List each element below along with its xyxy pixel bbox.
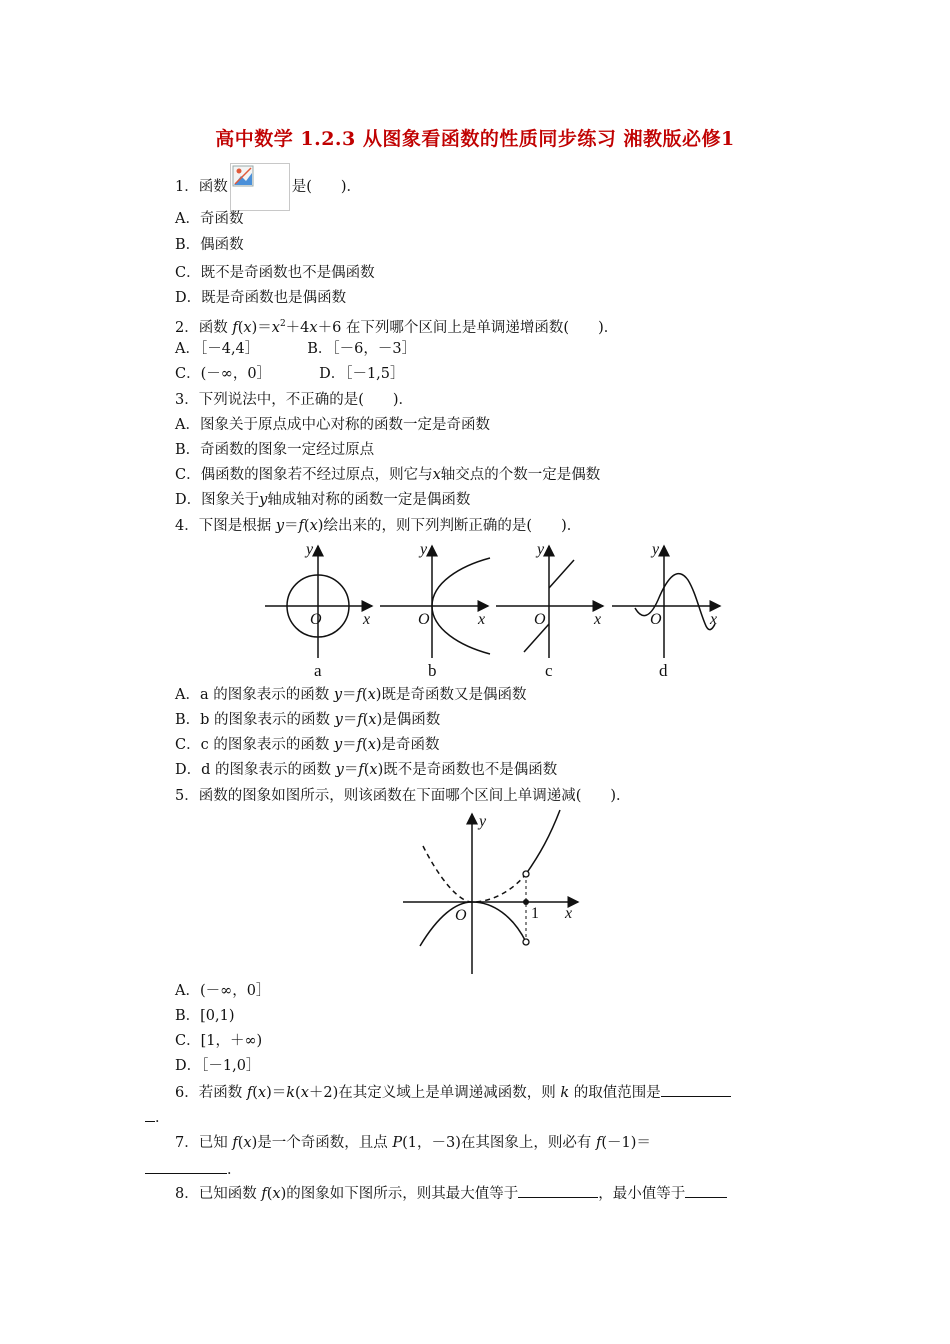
- q5-tick-one: 1: [531, 905, 539, 922]
- q4-text: (: [362, 712, 369, 728]
- q2-var: x: [309, 319, 318, 336]
- q5-dashed-parabola: [423, 846, 526, 902]
- q4-var: y: [333, 687, 343, 703]
- q6-stem: [175, 1082, 731, 1103]
- q2-option-a: A．［－4,4］: [175, 341, 260, 357]
- q5-upward-curve: [526, 810, 560, 874]
- q5-closed-point: [523, 899, 529, 905]
- q4-var: f: [356, 687, 362, 703]
- graph-c-lower-line: [524, 624, 549, 652]
- q5-open-point-top: [523, 871, 529, 877]
- q2-options-row2: [175, 364, 405, 384]
- q5-option-a: A．(－∞，0］: [175, 983, 271, 999]
- q3-text: C．偶函数的图象若不经过原点，则它与: [175, 467, 433, 483]
- q4-text: )绘出来的，则下列判断正确的是( )．: [317, 518, 582, 534]
- graph-c-y-label: y: [537, 541, 545, 558]
- graph-d-caption: d: [659, 661, 668, 680]
- q4-option-d: [175, 760, 557, 780]
- q8-text: ，最小值等于: [598, 1186, 686, 1202]
- q4-var: f: [358, 762, 364, 778]
- q5-graph-figure: [398, 806, 588, 978]
- page-title: 高中数学 1.2.3 从图象看函数的性质同步练习 湘教版必修1: [215, 128, 735, 150]
- q2-option-b: B．［－6，－3］: [307, 341, 417, 357]
- q4-text: C．c 的图象表示的函数: [175, 737, 334, 753]
- q2-text: ＋4: [285, 319, 310, 336]
- q2-var: x: [271, 319, 280, 336]
- q3-var: x: [432, 467, 441, 483]
- q3-option-c: [175, 465, 600, 485]
- q2-text: ＋6 在下列哪个区间上是单调递增函数( )．: [317, 319, 619, 336]
- q4-text: ＝: [342, 712, 358, 728]
- q4-graphs-figure: [260, 538, 730, 683]
- q5-stem: 5．函数的图象如图所示，则该函数在下面哪个区间上单调递减( )．: [175, 788, 631, 804]
- graph-d-origin: O: [650, 611, 662, 628]
- q4-text: ＝: [342, 687, 357, 703]
- q5-option-d: D．［－1,0］: [175, 1058, 261, 1074]
- graph-d-x-label: x: [710, 611, 718, 628]
- q8-max-blank[interactable]: [518, 1183, 598, 1198]
- q6-text: ＋2)在其定义域上是单调递减函数，则: [308, 1085, 561, 1101]
- q4-var: y: [275, 518, 285, 534]
- q7-var: x: [243, 1135, 252, 1151]
- q4-stem: [175, 516, 581, 536]
- q4-text: ): [376, 712, 383, 728]
- q7-text: (: [237, 1135, 244, 1151]
- q3-text: 轴成轴对称的函数一定是偶函数: [267, 492, 471, 508]
- q1-option-b: B．偶函数: [175, 237, 244, 253]
- q4-var: x: [369, 762, 378, 778]
- q4-text: B．b 的图象表示的函数: [175, 712, 335, 728]
- q6-var: k: [560, 1085, 570, 1101]
- q5-origin: O: [455, 907, 467, 924]
- q4-text: (: [303, 518, 310, 534]
- q5-x-label: x: [565, 905, 573, 922]
- graph-c-origin: O: [534, 611, 546, 628]
- q6-tail: [145, 1107, 170, 1128]
- q6-text: 6．若函数: [175, 1085, 247, 1101]
- q5-option-c: C．[1，＋∞): [175, 1033, 263, 1049]
- q4-var: x: [367, 687, 376, 703]
- q2-var: f: [232, 319, 238, 336]
- q4-text: ＝: [343, 762, 359, 778]
- graph-b-origin: O: [418, 611, 430, 628]
- q7-tail: [145, 1159, 242, 1180]
- graph-b-x-label: x: [478, 611, 486, 628]
- q8-var: x: [272, 1186, 281, 1202]
- q4-text: 既是奇函数又是偶函数: [381, 687, 527, 703]
- graph-b-y-label: y: [420, 541, 428, 558]
- q4-text: ): [377, 762, 384, 778]
- q6-var: x: [300, 1085, 309, 1101]
- q4-var: f: [356, 737, 363, 753]
- q2-option-c: C．(－∞，0］: [175, 366, 272, 382]
- q1-option-c: C．既不是奇函数也不是偶函数: [175, 265, 375, 281]
- q1-stem-before: 1．函数: [175, 179, 228, 195]
- q7-stem: [175, 1133, 651, 1153]
- q6-answer-blank-cont[interactable]: [145, 1107, 155, 1122]
- graph-a-caption: a: [314, 661, 322, 680]
- q1-option-d: D．既是奇函数也是偶函数: [175, 290, 347, 306]
- q7-answer-blank[interactable]: [145, 1159, 227, 1174]
- q2-var: x: [243, 319, 252, 336]
- q3-stem: 3．下列说法中，不正确的是( )．: [175, 392, 414, 408]
- graph-d-curve: [635, 574, 718, 630]
- q4-var: f: [298, 518, 304, 534]
- q7-text: )是一个奇函数，且点: [251, 1135, 393, 1151]
- q1-stem-after: 是( )．: [291, 179, 362, 195]
- q3-text: 轴交点的个数一定是偶数: [440, 467, 601, 483]
- q8-min-blank[interactable]: [685, 1183, 727, 1198]
- graph-c-upper-line: [549, 560, 574, 588]
- q2-options-row1: [175, 339, 416, 359]
- q4-text: (: [362, 737, 368, 753]
- q3-option-d: [175, 490, 470, 510]
- q7-text: (－1)＝: [601, 1135, 651, 1151]
- q2-exponent: 2: [279, 319, 286, 329]
- q5-downward-curve: [420, 902, 526, 946]
- q4-var: x: [368, 712, 377, 728]
- q5-open-point-bottom: [523, 939, 529, 945]
- q4-option-c: [175, 735, 440, 755]
- q5-y-label: y: [479, 813, 487, 830]
- q2-option-d: D．［－1,5］: [319, 366, 405, 382]
- q1-stem: [175, 163, 361, 211]
- graph-d-y-label: y: [652, 541, 660, 558]
- q4-text: ): [375, 687, 382, 703]
- q4-var: x: [367, 737, 376, 753]
- graph-c-x-label: x: [594, 611, 602, 628]
- q6-text: )＝: [266, 1085, 287, 1101]
- q6-var: k: [286, 1085, 296, 1101]
- q6-text: (: [252, 1085, 258, 1101]
- q4-text: ＝: [284, 518, 299, 534]
- q7-var: f: [232, 1135, 238, 1151]
- q3-option-a: A．图象关于原点成中心对称的函数一定是奇函数: [175, 417, 490, 433]
- q8-text: (: [266, 1186, 273, 1202]
- q6-var: x: [257, 1085, 267, 1101]
- q1-option-a: A．奇函数: [175, 211, 244, 227]
- q4-text: 是偶函数: [382, 712, 441, 728]
- q3-var: y: [259, 492, 268, 508]
- q4-option-a: [175, 685, 526, 705]
- q8-text: 8．已知函数: [175, 1186, 262, 1202]
- q2-text: )＝: [251, 319, 272, 336]
- q4-text: ＝: [342, 737, 357, 753]
- q4-text: 4．下图是根据: [175, 518, 276, 534]
- q7-text: 7．已知: [175, 1135, 233, 1151]
- q3-text: D．图象关于: [175, 492, 260, 508]
- q2-stem: [175, 314, 618, 338]
- q4-var: f: [357, 712, 363, 728]
- q6-text: ．: [155, 1110, 170, 1126]
- q4-text: A．a 的图象表示的函数: [175, 687, 334, 703]
- q4-var: y: [333, 737, 343, 753]
- graph-b-caption: b: [428, 661, 437, 680]
- q8-text: )的图象如下图所示，则其最大值等于: [280, 1186, 519, 1202]
- q2-text: (: [237, 319, 244, 336]
- q4-var: y: [334, 712, 343, 728]
- graph-a-y-label: y: [306, 541, 314, 558]
- q6-text: 的取值范围是: [569, 1085, 661, 1101]
- q6-var: f: [246, 1085, 253, 1101]
- q8-var: f: [261, 1186, 267, 1202]
- graph-c-caption: c: [545, 661, 553, 680]
- q5-option-b: B．[0,1): [175, 1008, 235, 1024]
- q4-text: ): [375, 737, 382, 753]
- q7-text: (1，－3)在其图象上，则必有: [402, 1135, 596, 1151]
- graph-a-x-label: x: [363, 611, 371, 628]
- q7-var: f: [595, 1135, 602, 1151]
- q7-text: ．: [227, 1162, 242, 1178]
- q4-text: 既不是奇函数也不是偶函数: [383, 762, 558, 778]
- q2-text: 2．函数: [175, 319, 233, 336]
- q4-text: 是奇函数: [381, 737, 440, 753]
- graph-a-origin: O: [310, 611, 322, 628]
- q4-option-b: [175, 710, 440, 730]
- q4-var: x: [309, 518, 318, 534]
- broken-image-icon: [230, 163, 290, 211]
- q7-var: P: [392, 1135, 403, 1151]
- q3-option-b: B．奇函数的图象一定经过原点: [175, 442, 375, 458]
- q4-text: (: [363, 762, 370, 778]
- q8-stem: [175, 1183, 727, 1204]
- q6-text: (: [295, 1085, 301, 1101]
- q4-text: D．d 的图象表示的函数: [175, 762, 336, 778]
- q6-answer-blank[interactable]: [661, 1082, 731, 1097]
- q4-var: y: [335, 762, 344, 778]
- q4-text: (: [361, 687, 368, 703]
